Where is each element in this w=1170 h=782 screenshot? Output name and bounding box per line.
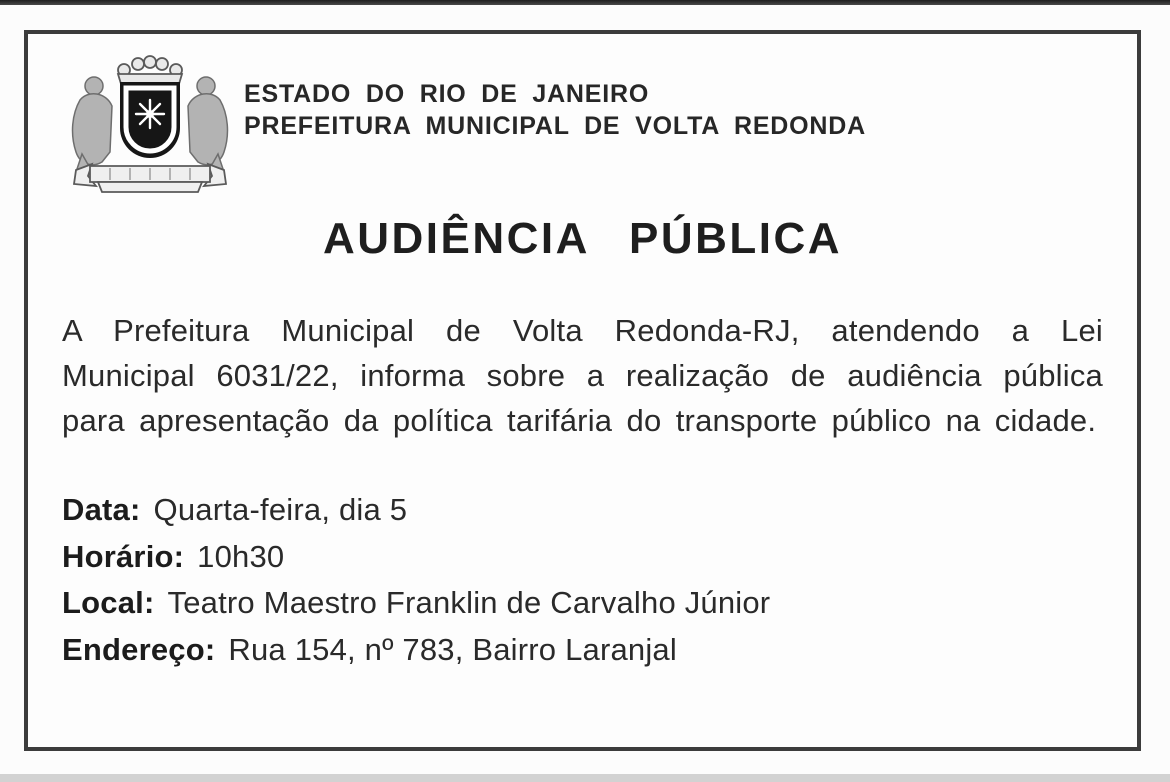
authority-header [244, 78, 866, 142]
notice-header [62, 54, 1103, 200]
date-value: Quarta-feira, dia 5 [153, 492, 408, 527]
page-edge-top [0, 0, 1170, 5]
notice-body: A Prefeitura Municipal de Volta Redonda-RJ, atendendo a Lei Municipal 6031/22, informa sobre a realização de audiência pública para apresentação da política tarifária do transporte público na cidade. [62, 313, 1103, 438]
time-label: Horário: [62, 538, 185, 574]
coat-of-arms-icon [62, 54, 238, 200]
address-value: Rua 154, nº 783, Bairro Laranjal [228, 631, 677, 667]
detail-row-time [62, 534, 1103, 581]
state-name: ESTADO DO RIO DE JANEIRO [244, 80, 650, 108]
notice-title: AUDIÊNCIA PÚBLICA [322, 214, 843, 263]
event-details [62, 487, 1103, 673]
municipality-name: PREFEITURA MUNICIPAL DE VOLTA REDONDA [244, 112, 866, 140]
detail-row-date [62, 487, 1103, 534]
venue-value: Teatro Maestro Franklin de Carvalho Júnior [167, 585, 771, 620]
venue-label: Local: [62, 585, 155, 620]
public-notice [24, 30, 1141, 751]
address-label: Endereço: [62, 631, 216, 667]
page-edge-bottom [0, 774, 1170, 782]
detail-row-address [62, 627, 1103, 674]
time-value: 10h30 [197, 538, 285, 574]
detail-row-venue [62, 580, 1103, 627]
date-label: Data: [62, 492, 141, 527]
